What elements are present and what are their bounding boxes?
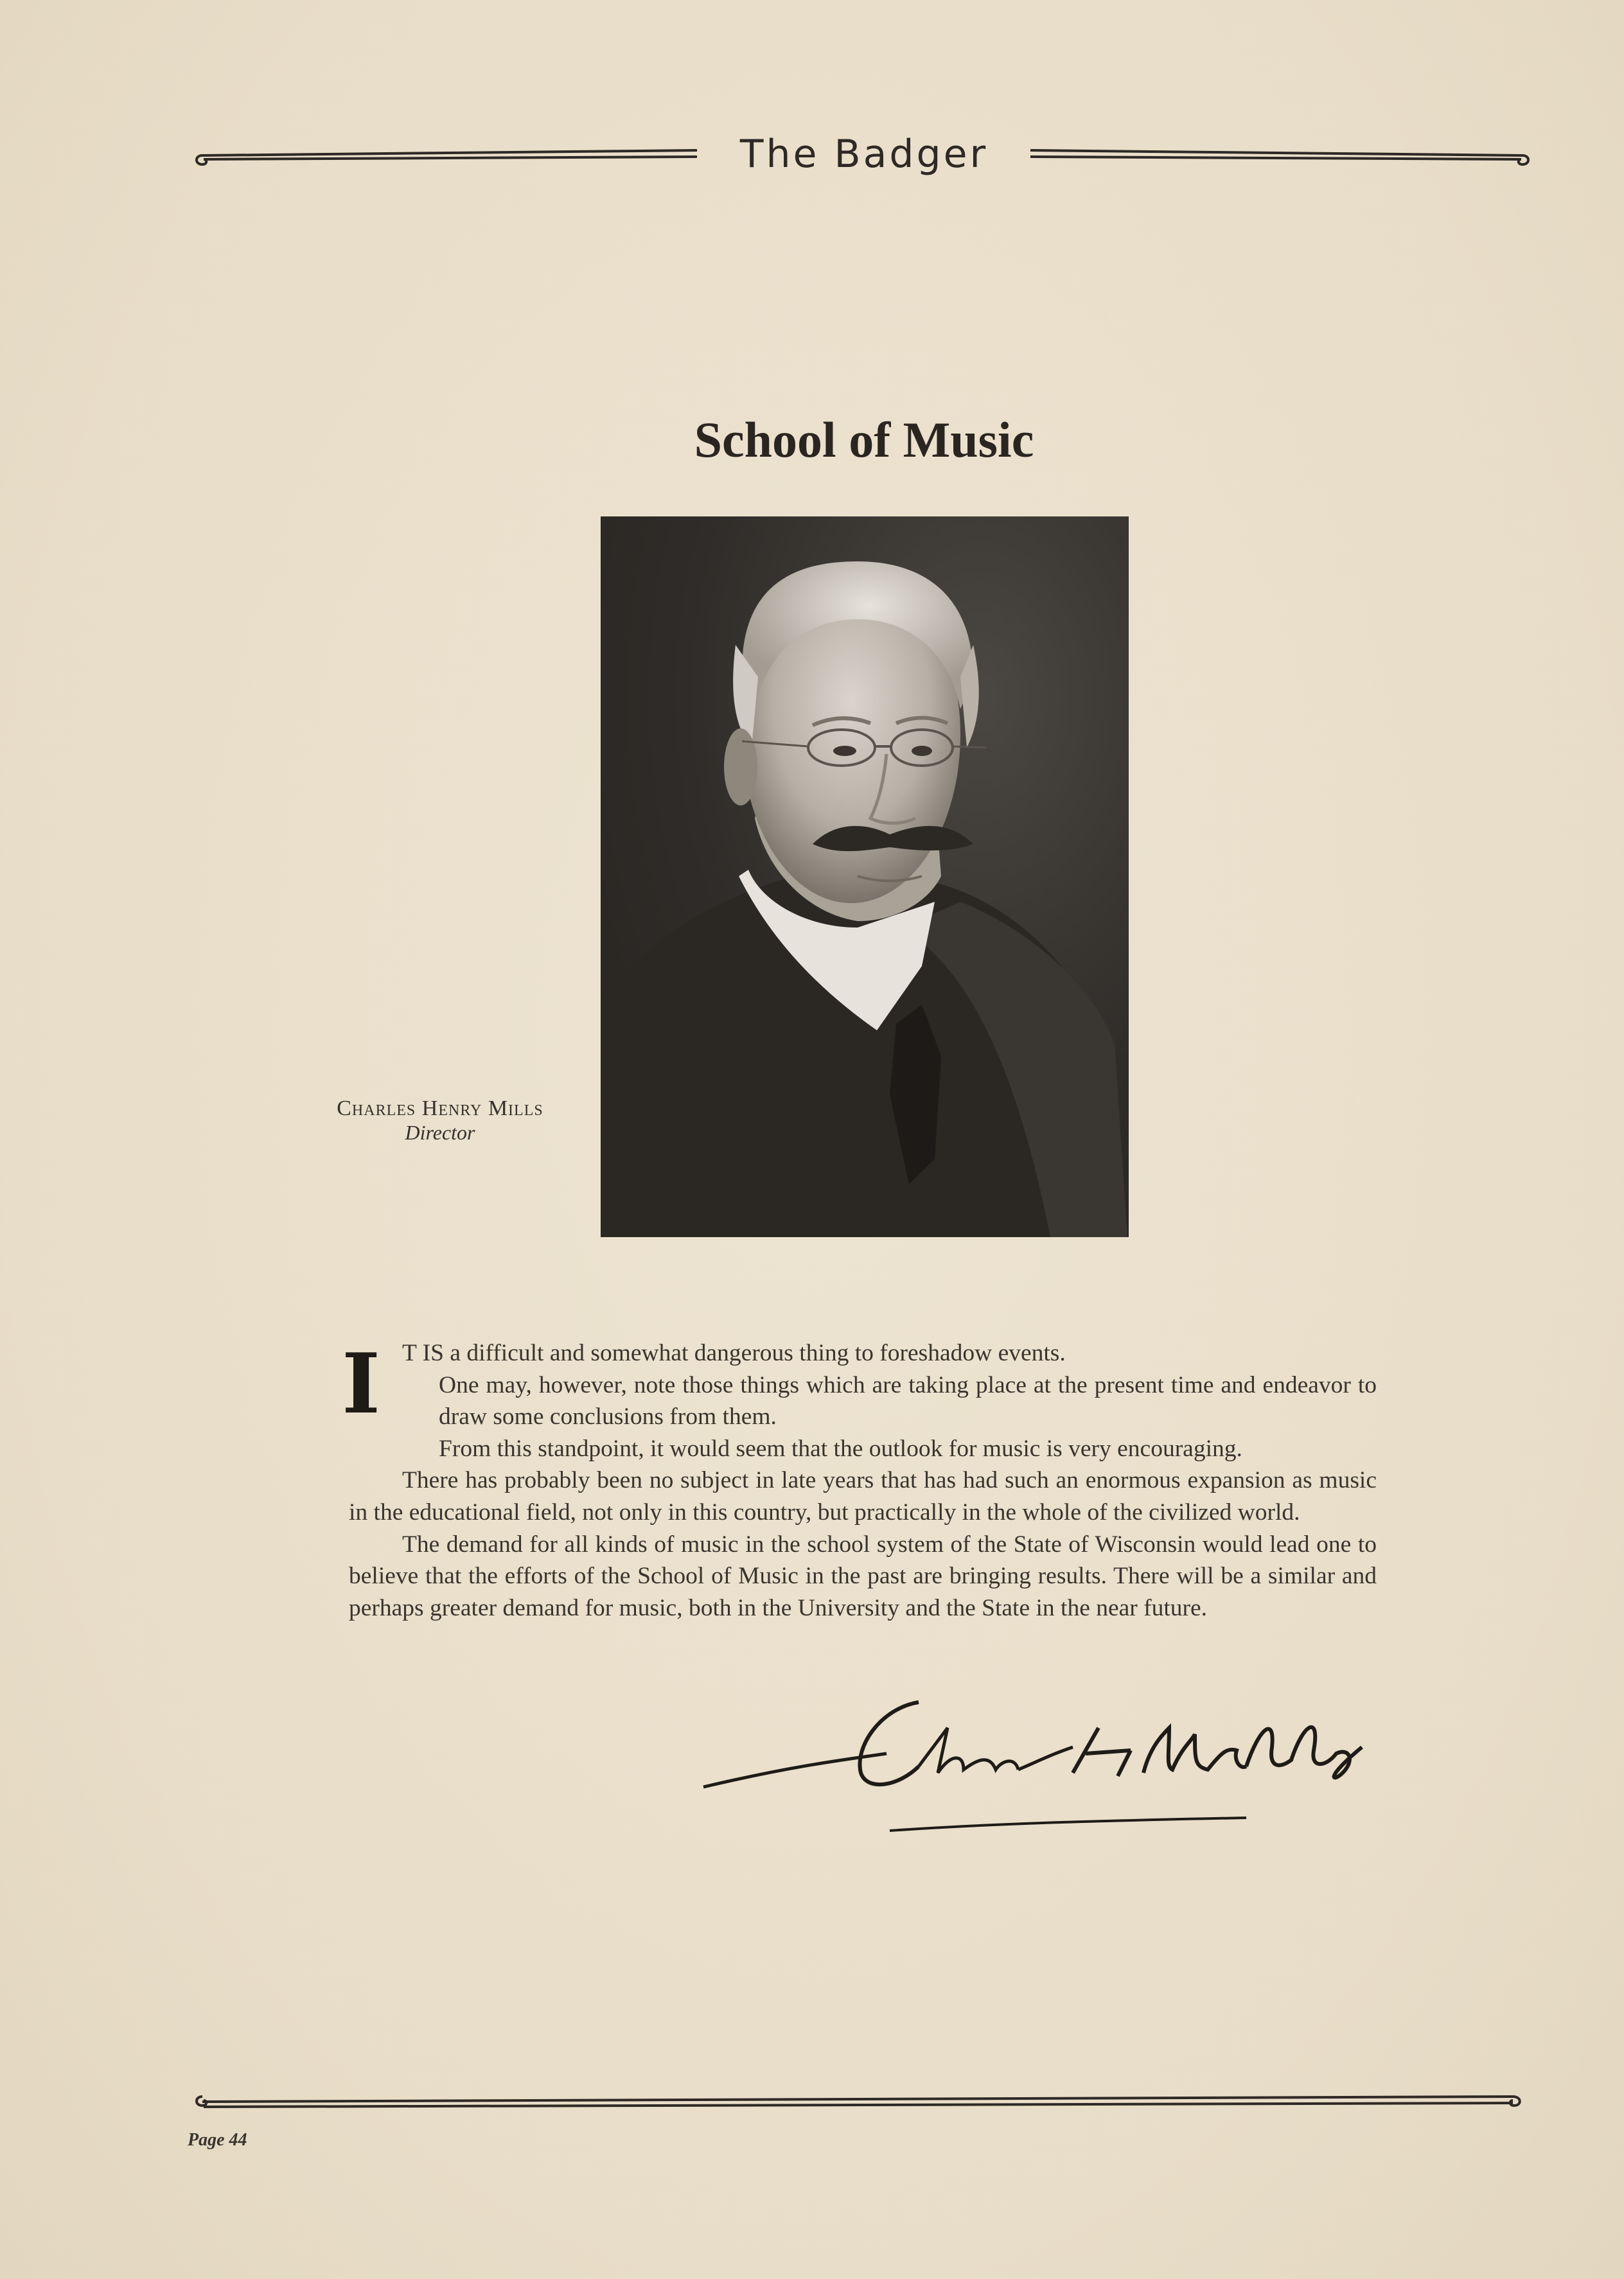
- page-title: School of Music: [694, 412, 1034, 468]
- letter-paragraph: [349, 1369, 1377, 1433]
- caption-name: Charles Henry Mills: [337, 1096, 543, 1120]
- letter-paragraph-3: There has probably been no subject in late years that has had such an enormous expansion as music in the educational field, not only in this country, but practically in the whole of the civilized world.: [349, 1467, 1377, 1526]
- page-number: Page 44: [188, 2130, 247, 2150]
- letter-paragraph-4: The demand for all kinds of music in the school system of the State of Wisconsin would lead one to believe that the efforts of the School of Music in the past are bringing results. There will be a similar and perhaps greater demand for music, both in the University and the State in the near future.: [349, 1531, 1377, 1621]
- handwritten-signature: [694, 1689, 1388, 1843]
- director-letter: [349, 1337, 1377, 1624]
- letter-first-line: T IS a difficult and somewhat dangerous thing to foreshadow events.: [402, 1340, 1066, 1366]
- director-portrait-photo: [601, 516, 1129, 1237]
- running-header: The Badger: [739, 132, 989, 177]
- portrait-caption: [302, 1096, 578, 1143]
- header-rule-right: [1028, 141, 1535, 173]
- letter-paragraph-2: From this standpoint, it would seem that the outlook for music is very encouraging.: [439, 1435, 1242, 1462]
- letter-paragraph-1: One may, however, note those things which are taking place at the present time and endeavor to draw some conclusions from them.: [439, 1371, 1377, 1430]
- caption-role: Director: [405, 1121, 475, 1144]
- letter-paragraph: [349, 1529, 1377, 1624]
- drop-cap: I: [342, 1336, 380, 1432]
- letter-paragraph: [349, 1465, 1377, 1528]
- letter-paragraph: [349, 1433, 1377, 1465]
- portrait-illustration: [601, 516, 1129, 1237]
- footer-rule: [190, 2089, 1539, 2115]
- header-rule-left: [190, 141, 703, 173]
